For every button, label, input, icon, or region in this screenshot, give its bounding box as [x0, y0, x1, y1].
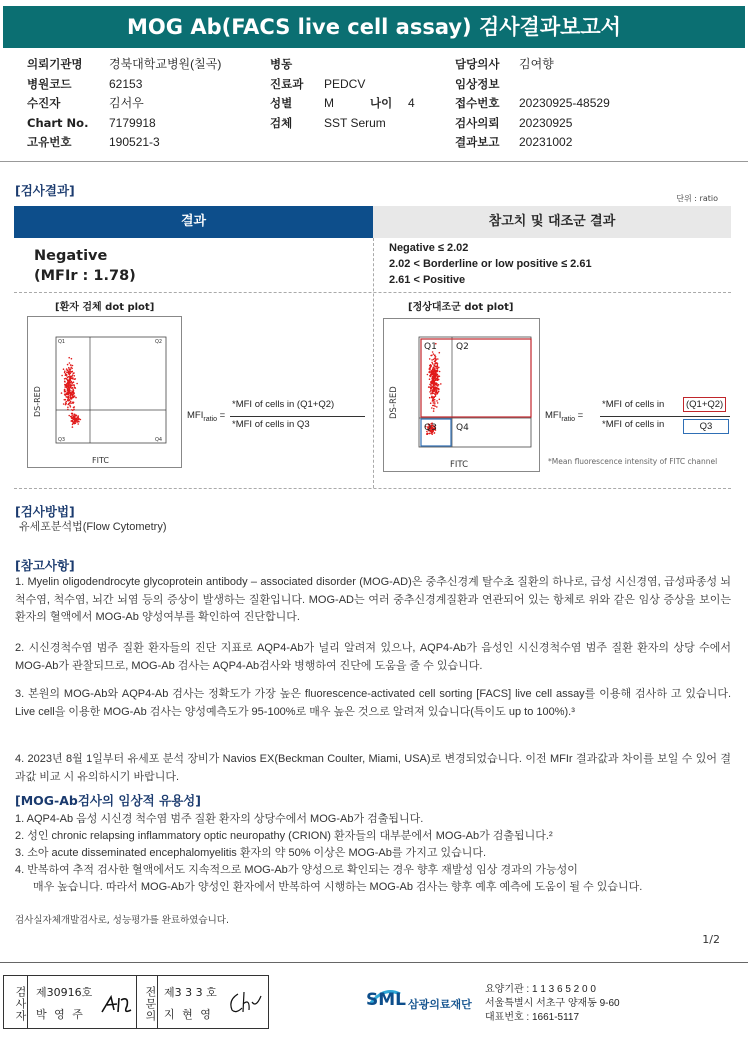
- dot-point: [77, 423, 79, 425]
- dot-point: [71, 358, 73, 360]
- result-section-title: [검사결과]: [15, 183, 75, 198]
- dot-point: [67, 377, 69, 379]
- dot-point: [73, 407, 75, 409]
- dot-point: [70, 367, 72, 369]
- dot-point: [431, 407, 433, 409]
- dot-point: [70, 364, 72, 366]
- signature-box: [3, 975, 269, 1029]
- dot-point: [433, 402, 435, 404]
- dot-point: [437, 368, 439, 370]
- dot-point: [433, 375, 435, 377]
- dot-point: [64, 394, 66, 396]
- dot-point: [69, 390, 71, 392]
- list-item: 1. AQP4-Ab 음성 시신경 척수염 범주 질환 환자의 상당수에서 MOG-Ab가 검출됩니다.: [15, 813, 424, 825]
- result-header: 결과: [14, 206, 373, 238]
- info-value: 김여향: [519, 57, 554, 71]
- dot-point: [72, 391, 74, 393]
- dot-point: [433, 410, 435, 412]
- dot-point: [436, 362, 438, 364]
- dot-point: [70, 401, 72, 403]
- dot-point: [433, 353, 435, 355]
- dot-point: [432, 400, 434, 402]
- dot-point: [434, 357, 436, 359]
- dot-point: [67, 396, 69, 398]
- result-line2: (MFIr : 1.78): [34, 268, 136, 284]
- dot-point: [73, 416, 75, 418]
- dot-point: [434, 399, 436, 401]
- dot-point: [431, 359, 433, 361]
- x-axis-label: FITC: [450, 460, 469, 470]
- dot-point: [71, 371, 73, 373]
- list-item: 4. 반복하여 추적 검사한 혈액에서도 지속적으로 MOG-Ab가 양성으로 확인되는 경우 향후 재발성 임상 경과의 가능성이: [15, 864, 578, 876]
- dot-point: [77, 421, 79, 423]
- clinical-title: [MOG-Ab검사의 임상적 유용성]: [15, 793, 201, 808]
- dot-point: [431, 355, 433, 357]
- patient-plot-svg: [28, 317, 181, 467]
- mfi-sub: ratio: [561, 415, 575, 423]
- dot-point: [429, 375, 431, 377]
- dot-point: [61, 375, 63, 377]
- dot-point: [430, 367, 432, 369]
- dot-point: [436, 406, 438, 408]
- dot-point: [431, 374, 433, 376]
- specialist-name: 지 현 영: [164, 1008, 213, 1021]
- dot-point: [72, 377, 74, 379]
- dot-point: [431, 393, 433, 395]
- info-label: 진료과: [270, 76, 304, 91]
- tester-name: 박 영 주: [36, 1008, 85, 1021]
- dot-point: [433, 408, 435, 410]
- org-phone: 대표번호 : 1661-5117: [485, 1012, 580, 1023]
- dashed-divider: [14, 488, 731, 489]
- dot-point: [66, 375, 68, 377]
- dot-point: [65, 378, 67, 380]
- dot-point: [72, 365, 74, 367]
- info-value: 김서우: [109, 96, 144, 110]
- dot-point: [75, 387, 77, 389]
- reference-header: 참고치 및 대조군 결과: [373, 206, 731, 238]
- info-label: 수진자: [27, 96, 61, 110]
- mfi-text: MFI: [187, 410, 204, 421]
- dot-point: [440, 383, 442, 385]
- dot-point: [432, 386, 434, 388]
- info-label: 검사의뢰: [455, 115, 500, 130]
- dot-point: [67, 364, 69, 366]
- dot-point: [63, 403, 65, 405]
- dot-point: [71, 414, 73, 416]
- dot-point: [65, 385, 67, 387]
- dot-point: [435, 388, 437, 390]
- info-label: 접수번호: [455, 96, 500, 110]
- dot-point: [436, 366, 438, 368]
- control-plot-svg: [384, 319, 539, 471]
- dot-point: [69, 387, 71, 389]
- org-logo: [366, 984, 472, 1018]
- dot-point: [435, 390, 437, 392]
- info-label: 병원코드: [27, 76, 72, 91]
- dot-point: [72, 426, 74, 428]
- dot-point: [71, 387, 73, 389]
- dot-point: [64, 381, 66, 383]
- q2-label: Q2: [155, 339, 163, 345]
- dot-point: [67, 409, 69, 411]
- dot-point: [428, 371, 430, 373]
- specialist-number: 제3 3 3 호: [164, 986, 217, 999]
- info-value: 20230925-48529: [519, 96, 610, 110]
- dot-point: [429, 391, 431, 393]
- dot-point: [74, 414, 76, 416]
- result-value: [34, 246, 136, 286]
- dot-point: [68, 400, 70, 402]
- info-label: 병동: [270, 57, 293, 71]
- ref-line: Negative ≤ 2.02: [389, 242, 469, 254]
- info-value: 20231002: [519, 135, 573, 149]
- dot-point: [435, 394, 437, 396]
- dot-point: [68, 381, 70, 383]
- info-value: M: [324, 96, 334, 110]
- dot-point: [72, 402, 74, 404]
- report-title: MOG Ab(FACS live cell assay) 검사결과보고서: [3, 6, 745, 48]
- dot-point: [74, 420, 76, 422]
- mfi-ratio-label: $MFI_{ratio}$ =: [187, 410, 226, 423]
- q3-label: Q3: [58, 437, 66, 443]
- dot-point: [64, 386, 66, 388]
- dot-point: [435, 363, 437, 365]
- dot-point: [433, 367, 435, 369]
- method-text: 유세포분석법(Flow Cytometry): [19, 521, 167, 533]
- org-info: [485, 983, 620, 1025]
- dot-point: [66, 394, 68, 396]
- list-item: 매우 높습니다. 따라서 MOG-Ab가 양성인 환자에서 반복하여 시행하는 MOG-Ab 검사는 향후 예후 예측에 도움이 될 수 있습니다.: [33, 881, 643, 893]
- info-value: 7179918: [109, 115, 156, 130]
- dot-point: [430, 383, 432, 385]
- divider: [0, 161, 748, 162]
- dot-point: [73, 378, 75, 380]
- dot-point: [69, 377, 71, 379]
- dot-point: [70, 396, 72, 398]
- dot-point: [434, 401, 436, 403]
- info-label: 성별: [270, 96, 293, 110]
- dot-point: [434, 403, 436, 405]
- dot-point: [68, 367, 70, 369]
- mfi-text: MFI: [545, 410, 562, 421]
- dot-point: [434, 384, 436, 386]
- dot-point: [433, 377, 435, 379]
- specialist-label: 전문의: [136, 976, 158, 1028]
- list-item: 2. 성인 chronic relapsing inflammatory optic neuropathy (CRION) 환자들의 대부분에서 MOG-Ab가 검출됩니다.²: [15, 830, 553, 842]
- info-label: 의뢰기관명: [27, 57, 83, 71]
- info-value: 20230925: [519, 115, 573, 130]
- q4-label: Q4: [155, 437, 163, 443]
- info-value: 경북대학교병원(칠곡): [109, 57, 222, 71]
- mfi-ratio-label: $MFI_{ratio}$ =: [545, 410, 584, 423]
- info-label: 고유번호: [27, 135, 72, 149]
- unit-label: 단위 : ratio: [676, 194, 718, 203]
- dot-point: [71, 382, 73, 384]
- q1-label: Q1: [424, 342, 437, 352]
- dot-point: [439, 371, 441, 373]
- patient-dot-plot: [27, 316, 182, 468]
- method-title: [검사방법]: [15, 504, 75, 519]
- dot-point: [431, 380, 433, 382]
- ref-line: 2.61 < Positive: [389, 274, 466, 286]
- dot-point: [69, 375, 71, 377]
- dot-point: [438, 388, 440, 390]
- y-axis-label: DS-RED: [389, 386, 399, 419]
- info-label: 임상정보: [455, 76, 500, 91]
- dot-point: [437, 358, 439, 360]
- dot-point: [439, 399, 441, 401]
- validation-note: 검사실자체개발검사로, 성능평가를 완료하였습니다.: [15, 915, 229, 926]
- q2-label: Q2: [456, 342, 469, 352]
- dot-point: [73, 397, 75, 399]
- dot-point: [429, 365, 431, 367]
- clinical-list: [15, 811, 731, 896]
- q3-label: Q3: [424, 423, 437, 433]
- info-col3: [455, 55, 610, 153]
- dot-point: [67, 392, 69, 394]
- org-name: 삼광의료재단: [408, 998, 472, 1011]
- footer-divider: [0, 962, 748, 963]
- dot-point: [73, 384, 75, 386]
- dot-point: [67, 407, 69, 409]
- dot-point: [80, 419, 82, 421]
- dot-point: [437, 377, 439, 379]
- dot-point: [433, 382, 435, 384]
- dot-point: [426, 433, 428, 435]
- dot-point: [433, 374, 435, 376]
- dot-point: [68, 403, 70, 405]
- dot-point: [434, 355, 436, 357]
- dot-point: [76, 383, 78, 385]
- dot-point: [431, 372, 433, 374]
- patient-plot-caption: [환자 검체 dot plot]: [55, 302, 155, 313]
- age-value: 4: [408, 96, 415, 110]
- dot-point: [67, 398, 69, 400]
- fraction-line: [230, 416, 365, 417]
- dot-point: [65, 399, 67, 401]
- dot-point: [78, 418, 80, 420]
- dot-point: [429, 397, 431, 399]
- footnote: *Mean fluorescence intensity of FITC channel: [548, 457, 718, 466]
- info-col2: [270, 55, 415, 133]
- dot-point: [69, 405, 71, 407]
- dot-point: [434, 389, 436, 391]
- q1-label: Q1: [58, 339, 66, 345]
- dot-point: [435, 371, 437, 373]
- dot-point: [68, 383, 70, 385]
- dot-point: [64, 389, 66, 391]
- fraction-line: [600, 416, 730, 417]
- dot-point: [433, 359, 435, 361]
- formula-denominator: *MFI of cells in: [602, 419, 665, 430]
- dot-point: [430, 388, 432, 390]
- box-q1q2: (Q1+Q2): [683, 397, 726, 412]
- dot-point: [69, 378, 71, 380]
- dot-point: [437, 402, 439, 404]
- tester-signature-icon: [99, 992, 135, 1018]
- reference-title: [참고사항]: [15, 558, 75, 573]
- dot-point: [436, 393, 438, 395]
- ref-line: 2.02 < Borderline or low positive ≤ 2.61: [389, 258, 592, 270]
- dot-point: [431, 397, 433, 399]
- dot-point: [71, 413, 73, 415]
- dot-point: [434, 368, 436, 370]
- dot-point: [71, 397, 73, 399]
- dot-point: [69, 385, 71, 387]
- q4-label: Q4: [456, 423, 469, 433]
- dot-point: [67, 370, 69, 372]
- dot-point: [71, 398, 73, 400]
- control-dot-plot: [383, 318, 540, 472]
- page-number: 1/2: [702, 933, 720, 946]
- org-address: 서울특별시 서초구 양재동 9-60: [485, 998, 620, 1009]
- dot-point: [71, 416, 73, 418]
- dot-point: [63, 368, 65, 370]
- box-q3: Q3: [683, 419, 729, 434]
- dot-point: [68, 373, 70, 375]
- dot-point: [433, 369, 435, 371]
- dot-point: [70, 402, 72, 404]
- info-label: 검체: [270, 115, 293, 130]
- dot-point: [432, 363, 434, 365]
- dot-point: [70, 406, 72, 408]
- dot-point: [430, 402, 432, 404]
- dot-point: [69, 362, 71, 364]
- dot-point: [429, 378, 431, 380]
- dot-point: [74, 375, 76, 377]
- reference-para: 2. 시신경척수염 범주 질환 환자들의 진단 지표로 AQP4-Ab가 널리 알려져 있으나, AQP4-Ab가 음성인 시신경척수염 범주 질환 환자의 상당 수에서 MOG-Ab가 관찰되므로, MOG-Ab 검사는 AQP4-Ab검사와 병행하여 진단에 도움을 줄 수 있습니다.: [15, 642, 731, 672]
- reference-para: 1. Myelin oligodendrocyte glycoprotein antibody – associated disorder (MOG-AD)은 중추신경계 탈수초 질환의 하나로, 급성 시신경염, 급성파종성 뇌척수염, 척수염, 뇌간 뇌염 등의 증상이 발생하는 질환입니다. MOG-AD는 여러 중추신경계질환과 연관되어 있는 항체로 위와 같은 임상 증상을 보이는 환자의 혈액에서 MOG-Ab 양성여부를 확인하여 진단합니다.: [15, 576, 731, 623]
- dot-point: [75, 397, 77, 399]
- info-col1: [27, 55, 221, 153]
- info-value: SST Serum: [324, 115, 386, 130]
- list-item: 3. 소아 acute disseminated encephalomyelitis 환자의 약 50% 이상은 MOG-Ab를 가지고 있습니다.: [15, 847, 487, 859]
- dot-point: [435, 360, 437, 362]
- age-label: 나이: [370, 96, 393, 110]
- dot-point: [438, 384, 440, 386]
- org-abbr: SML: [366, 990, 406, 1010]
- tester-label: 검사자: [4, 976, 28, 1028]
- info-label: 결과보고: [455, 135, 500, 149]
- tester-number: 제30916호: [36, 986, 93, 999]
- mfi-sub: ratio: [203, 415, 217, 423]
- result-line1: Negative: [34, 248, 108, 264]
- control-plot-caption: [정상대조군 dot plot]: [408, 302, 514, 313]
- lab-number: 요양기관 : 1 1 3 6 5 2 0 0: [485, 984, 596, 995]
- dot-point: [71, 384, 73, 386]
- reference-ranges: [389, 240, 592, 288]
- reference-para: 3. 본원의 MOG-Ab와 AQP4-Ab 검사는 정확도가 가장 높은 fluorescence-activated cell sorting [FACS] live cell assay를 이용해 검사하 고 있습니다. Live cell을 이용한 MOG-Ab 검사는 양성예측도가 95-100%로 매우 높은 것으로 알려져 있습니다(특이도 up to 100%).³: [15, 688, 731, 718]
- dot-point: [72, 389, 74, 391]
- dot-point: [436, 370, 438, 372]
- dot-point: [68, 357, 70, 359]
- formula-denominator: *MFI of cells in Q3: [232, 419, 310, 430]
- dot-point: [435, 395, 437, 397]
- dot-point: [436, 384, 438, 386]
- dot-point: [431, 376, 433, 378]
- dot-point: [67, 372, 69, 374]
- dot-point: [427, 374, 429, 376]
- dot-point: [429, 358, 431, 360]
- dot-point: [69, 369, 71, 371]
- dot-point: [430, 385, 432, 387]
- formula-numerator: *MFI of cells in: [602, 399, 665, 410]
- dot-point: [72, 410, 74, 412]
- dot-point: [73, 373, 75, 375]
- reference-para: 4. 2023년 8월 1일부터 유세포 분석 장비가 Navios EX(Beckman Coulter, Miami, USA)로 변경되었습니다. 이전 MFIr 결과값과 차이를 보일 수 있어 결과값 비교 시 유의하시기 바랍니다.: [15, 753, 731, 783]
- info-label: Chart No.: [27, 115, 89, 130]
- dot-point: [64, 372, 66, 374]
- dot-point: [435, 375, 437, 377]
- formula-numerator: *MFI of cells in (Q1+Q2): [232, 399, 335, 410]
- dot-point: [429, 386, 431, 388]
- dot-point: [72, 422, 74, 424]
- info-value: PEDCV: [324, 76, 366, 91]
- info-value: 190521-3: [109, 135, 160, 149]
- dot-point: [439, 352, 441, 354]
- dot-point: [71, 420, 73, 422]
- dot-point: [71, 417, 73, 419]
- dot-point: [77, 415, 79, 417]
- dot-point: [61, 392, 63, 394]
- dot-point: [67, 389, 69, 391]
- x-axis-label: FITC: [92, 456, 109, 465]
- specialist-signature-icon: [226, 988, 264, 1018]
- dot-point: [431, 362, 433, 364]
- dot-point: [68, 415, 70, 417]
- info-value: 62153: [109, 76, 143, 91]
- dot-point: [433, 405, 435, 407]
- info-label: 담당의사: [455, 57, 500, 71]
- dot-point: [71, 394, 73, 396]
- dot-point: [66, 401, 68, 403]
- dashed-vertical: [373, 238, 374, 488]
- dot-point: [436, 400, 438, 402]
- y-axis-label: DS-RED: [33, 386, 42, 417]
- dot-point: [433, 392, 435, 394]
- dot-point: [432, 380, 434, 382]
